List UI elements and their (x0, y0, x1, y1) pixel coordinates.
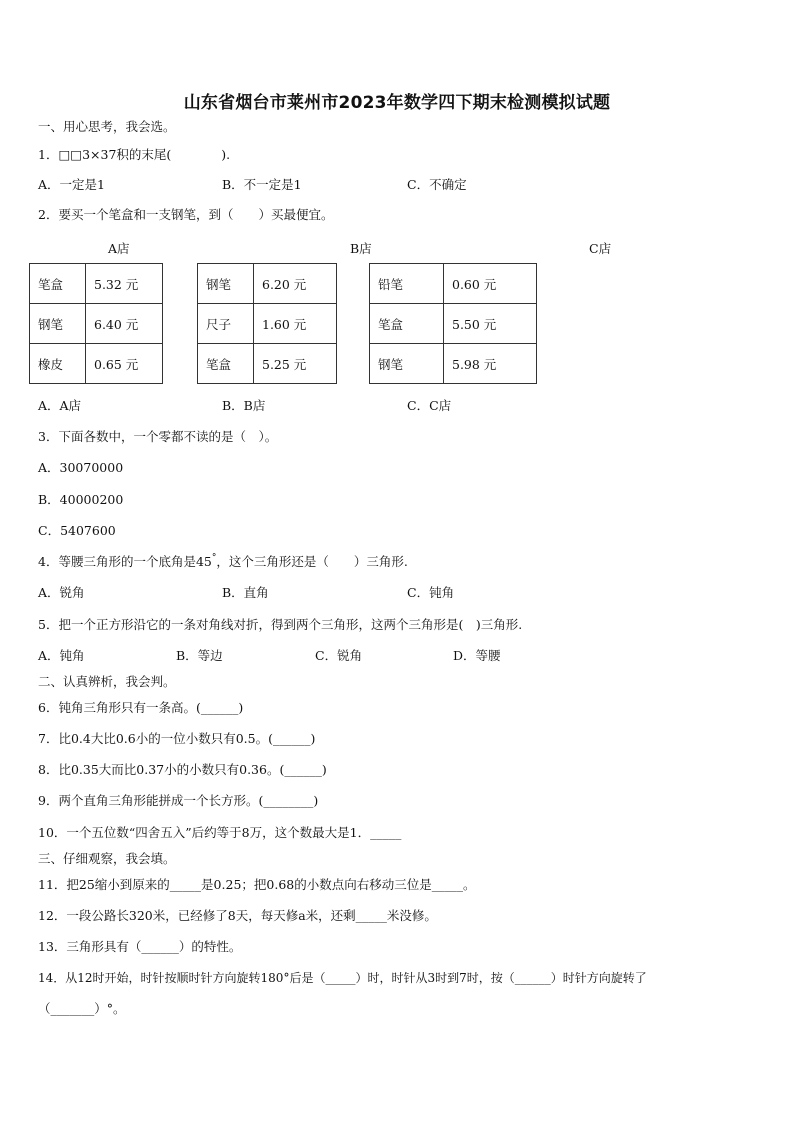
question-11: 11．把25缩小到原来的_____是0.25；把0.68的小数点向右移动三位是_____。 (38, 877, 476, 892)
page-title: 山东省烟台市莱州市2023年数学四下期末检测模拟试题 (183, 93, 611, 113)
q4-text-after: ，这个三角形还是（ ）三角形. (216, 554, 408, 569)
item-price: 5.32 元 (86, 264, 163, 304)
store-a-label: A店 (108, 241, 130, 256)
item-price: 0.60 元 (444, 264, 537, 304)
table-row (370, 344, 537, 384)
store-a-price-table (29, 263, 163, 384)
q4-option-b[interactable]: B．直角 (222, 585, 269, 600)
table-row (198, 344, 337, 384)
table-row (370, 264, 537, 304)
q2-option-a[interactable]: A．A店 (38, 398, 82, 413)
question-6: 6．钝角三角形只有一条高。(______) (38, 700, 244, 715)
item-name: 笔盒 (370, 304, 444, 344)
item-name: 橡皮 (30, 344, 86, 384)
table-row (198, 264, 337, 304)
question-14-continued: （_______）°。 (38, 1001, 126, 1016)
question-7: 7．比0.4大比0.6小的一位小数只有0.5。(______) (38, 731, 316, 746)
q3-option-b[interactable]: B．40000200 (38, 492, 124, 507)
question-9: 9．两个直角三角形能拼成一个长方形。(________) (38, 793, 319, 808)
question-2: 2．要买一个笔盒和一支钢笔，到（ ）买最便宜。 (38, 207, 334, 222)
question-1: 1．□□3×37积的末尾( ). (38, 147, 231, 162)
item-name: 铅笔 (370, 264, 444, 304)
item-price: 5.50 元 (444, 304, 537, 344)
item-name: 尺子 (198, 304, 254, 344)
question-13: 13．三角形具有（______）的特性。 (38, 939, 242, 954)
item-price: 5.25 元 (254, 344, 337, 384)
q4-option-c[interactable]: C．钝角 (407, 585, 455, 600)
q1-option-a[interactable]: A．一定是1 (38, 177, 105, 192)
store-b-label: B店 (350, 241, 372, 256)
q3-option-c[interactable]: C．5407600 (38, 523, 116, 538)
question-12: 12．一段公路长320米，已经修了8天，每天修a米，还剩_____米没修。 (38, 908, 437, 923)
item-name: 笔盒 (30, 264, 86, 304)
question-5: 5．把一个正方形沿它的一条对角线对折，得到两个三角形，这两个三角形是( )三角形. (38, 617, 523, 632)
item-price: 6.20 元 (254, 264, 337, 304)
item-price: 5.98 元 (444, 344, 537, 384)
q4-text-before: 4．等腰三角形的一个底角是45 (38, 554, 212, 569)
section-3-heading: 三、仔细观察，我会填。 (38, 851, 176, 866)
question-4 (38, 554, 408, 572)
table-row (370, 304, 537, 344)
table-row (30, 264, 163, 304)
item-name: 笔盒 (198, 344, 254, 384)
q5-option-c[interactable]: C．锐角 (315, 648, 363, 663)
q2-option-c[interactable]: C．C店 (407, 398, 452, 413)
q5-option-a[interactable]: A．钝角 (38, 648, 85, 663)
q5-option-d[interactable]: D．等腰 (453, 648, 501, 663)
store-c-price-table (369, 263, 537, 384)
q5-option-b[interactable]: B．等边 (176, 648, 223, 663)
q4-option-a[interactable]: A．锐角 (38, 585, 85, 600)
q2-option-b[interactable]: B．B店 (222, 398, 266, 413)
q1-option-c[interactable]: C．不确定 (407, 177, 467, 192)
table-row (30, 304, 163, 344)
item-name: 钢笔 (30, 304, 86, 344)
question-10: 10．一个五位数“四舍五入”后约等于8万，这个数最大是1．_____ (38, 825, 402, 840)
store-b-price-table (197, 263, 337, 384)
section-1-heading: 一、用心思考，我会选。 (38, 119, 176, 134)
item-price: 0.65 元 (86, 344, 163, 384)
item-name: 钢笔 (198, 264, 254, 304)
item-price: 1.60 元 (254, 304, 337, 344)
store-c-label: C店 (589, 241, 612, 256)
q1-option-b[interactable]: B．不一定是1 (222, 177, 302, 192)
table-row (30, 344, 163, 384)
question-8: 8．比0.35大而比0.37小的小数只有0.36。(______) (38, 762, 327, 777)
item-price: 6.40 元 (86, 304, 163, 344)
section-2-heading: 二、认真辨析，我会判。 (38, 674, 176, 689)
question-14: 14．从12时开始，时针按顺时针方向旋转180°后是（_____）时，时针从3时到7时，按（______）时针方向旋转了 (38, 971, 647, 985)
question-3: 3．下面各数中，一个零都不读的是（ ）。 (38, 429, 278, 444)
degree-symbol: ° (211, 553, 217, 563)
table-row (198, 304, 337, 344)
q3-option-a[interactable]: A．30070000 (38, 460, 124, 475)
item-name: 钢笔 (370, 344, 444, 384)
